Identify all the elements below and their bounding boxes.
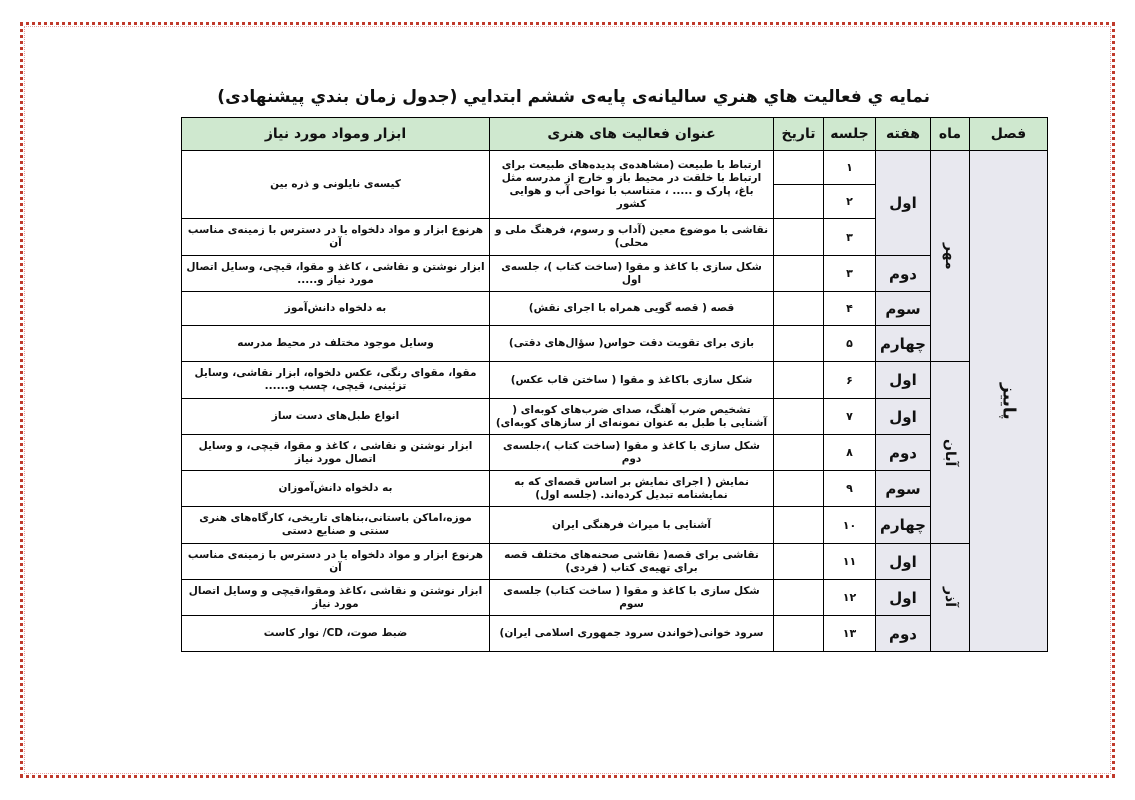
table-row bbox=[182, 616, 1048, 652]
session-cell: ۴ bbox=[824, 292, 876, 326]
session-cell: ۹ bbox=[824, 471, 876, 507]
week-cell: اول bbox=[876, 151, 931, 256]
date-cell bbox=[774, 471, 824, 507]
tools-cell: موزه،اماکن باستانی،بناهای تاریخی، کارگاه‌های هنری سنتی و صنایع دستی bbox=[182, 507, 490, 544]
header-season: فصل bbox=[970, 118, 1048, 151]
activity-cell: نمایش ( اجرای نمایش بر اساس قصه‌ای که به نمایشنامه تبدیل کرده‌اند. (جلسه اول) bbox=[490, 471, 774, 507]
season-cell: پاییز bbox=[970, 151, 1048, 652]
week-cell: دوم bbox=[876, 616, 931, 652]
date-cell bbox=[774, 219, 824, 256]
month-cell: آبان bbox=[931, 362, 970, 544]
tools-cell: مقوا، مقوای رنگی، عکس دلخواه، ابزار نقاشی، وسایل تزئینی، قیچی، چسب و...... bbox=[182, 362, 490, 399]
week-cell: اول bbox=[876, 544, 931, 580]
date-cell bbox=[774, 616, 824, 652]
header-tools: ابزار ومواد مورد نیاز bbox=[182, 118, 490, 151]
session-cell: ۵ bbox=[824, 326, 876, 362]
activity-cell: سرود خوانی(خواندن سرود جمهوری اسلامی ایران) bbox=[490, 616, 774, 652]
activity-cell: تشخیص ضرب آهنگ، صدای ضرب‌های کوبه‌ای ( آشنایی با طبل به عنوان نمونه‌ای از سازهای کوبه‌ای) bbox=[490, 399, 774, 435]
week-cell: سوم bbox=[876, 292, 931, 326]
activity-cell: نقاشی برای قصه( نقاشی صحنه‌های مختلف قصه برای تهیه‌ی کتاب ( فردی) bbox=[490, 544, 774, 580]
table-row bbox=[182, 362, 1048, 399]
week-cell: اول bbox=[876, 362, 931, 399]
week-cell: سوم bbox=[876, 471, 931, 507]
month-cell: مهر bbox=[931, 151, 970, 362]
tools-cell: وسایل موجود مختلف در محیط مدرسه bbox=[182, 326, 490, 362]
tools-cell: کیسه‌ی نایلونی و ذره بین bbox=[182, 151, 490, 219]
tools-cell: هرنوع ابزار و مواد دلخواه یا در دسترس با زمینه‌ی مناسب آن bbox=[182, 219, 490, 256]
date-cell bbox=[774, 507, 824, 544]
tools-cell: هرنوع ابزار و مواد دلخواه یا در دسترس با زمینه‌ی مناسب آن bbox=[182, 544, 490, 580]
tools-cell: به دلخواه دانش‌آموزان bbox=[182, 471, 490, 507]
session-cell: ۱۰ bbox=[824, 507, 876, 544]
header-month: ماه bbox=[931, 118, 970, 151]
tools-cell: ابزار نوشتن و نقاشی ، کاغذ و مقوا، قیچی، و وسایل اتصال مورد نیاز bbox=[182, 435, 490, 471]
activity-cell: شکل سازی با کاغذ و مقوا (ساخت کتاب )، جلسه‌ی اول bbox=[490, 256, 774, 292]
activity-cell: قصه ( قصه گویی همراه با اجرای نقش) bbox=[490, 292, 774, 326]
table-row bbox=[182, 544, 1048, 580]
activity-cell: شکل سازی با کاغذ و مقوا (ساخت کتاب )،جلسه‌ی دوم bbox=[490, 435, 774, 471]
table-row bbox=[182, 580, 1048, 616]
tools-cell: به دلخواه دانش‌آموز bbox=[182, 292, 490, 326]
week-cell: دوم bbox=[876, 256, 931, 292]
header-date: تاریخ bbox=[774, 118, 824, 151]
session-cell: ۱۲ bbox=[824, 580, 876, 616]
session-cell: ۷ bbox=[824, 399, 876, 435]
session-cell: ۱ bbox=[824, 151, 876, 185]
week-cell: اول bbox=[876, 399, 931, 435]
header-session: جلسه bbox=[824, 118, 876, 151]
tools-cell: انواع طبل‌های دست ساز bbox=[182, 399, 490, 435]
activity-cell: شکل سازی باکاغذ و مقوا ( ساختن قاب عکس) bbox=[490, 362, 774, 399]
header-week: هفته bbox=[876, 118, 931, 151]
activity-cell: نقاشی با موضوع معین (آداب و رسوم، فرهنگ ملی و محلی) bbox=[490, 219, 774, 256]
activity-cell: آشنایی با میراث فرهنگی ایران bbox=[490, 507, 774, 544]
table-row bbox=[182, 292, 1048, 326]
date-cell bbox=[774, 362, 824, 399]
header-activity: عنوان فعالیت های هنری bbox=[490, 118, 774, 151]
week-cell: چهارم bbox=[876, 507, 931, 544]
week-cell: دوم bbox=[876, 435, 931, 471]
activity-cell: شکل سازی با کاغذ و مقوا ( ساخت کتاب) جلسه‌ی سوم bbox=[490, 580, 774, 616]
date-cell bbox=[774, 151, 824, 185]
date-cell bbox=[774, 326, 824, 362]
table-row bbox=[182, 256, 1048, 292]
session-cell: ۲ bbox=[824, 185, 876, 219]
date-cell bbox=[774, 544, 824, 580]
date-cell bbox=[774, 399, 824, 435]
table-row bbox=[182, 471, 1048, 507]
table-row bbox=[182, 507, 1048, 544]
date-cell bbox=[774, 435, 824, 471]
table-row bbox=[182, 151, 1048, 185]
date-cell bbox=[774, 185, 824, 219]
table-row bbox=[182, 326, 1048, 362]
header-row bbox=[182, 118, 1048, 151]
table-row bbox=[182, 399, 1048, 435]
week-cell: اول bbox=[876, 580, 931, 616]
tools-cell: ضبط صوت، CD/ نوار کاست bbox=[182, 616, 490, 652]
tools-cell: ابزار نوشتن و نقاشی ،کاغذ ومقوا،قیچی و وسایل اتصال مورد نیاز bbox=[182, 580, 490, 616]
activity-cell: ارتباط با طبیعت (مشاهده‌ی پدیده‌های طبیعت برای ارتباط با خلقت در محیط باز و خارج از مدرسه مثل باغ، پارک و ..... ، متناسب با نواحی آب و هوایی کشور bbox=[490, 151, 774, 219]
session-cell: ۱۱ bbox=[824, 544, 876, 580]
schedule-table bbox=[181, 117, 1048, 652]
session-cell: ۱۳ bbox=[824, 616, 876, 652]
session-cell: ۳ bbox=[824, 256, 876, 292]
date-cell bbox=[774, 256, 824, 292]
page-title: نمايه ي فعاليت هاي هنري سالیانه‌ی پایه‌ی ششم ابتدايي (جدول زمان بندي پيشنهادی) bbox=[217, 87, 930, 107]
date-cell bbox=[774, 292, 824, 326]
tools-cell: ابزار نوشتن و نقاشی ، کاغذ و مقوا، قیچی، وسایل اتصال مورد نیاز و..... bbox=[182, 256, 490, 292]
session-cell: ۳ bbox=[824, 219, 876, 256]
month-cell: آذر bbox=[931, 544, 970, 652]
week-cell: چهارم bbox=[876, 326, 931, 362]
session-cell: ۶ bbox=[824, 362, 876, 399]
table-row bbox=[182, 435, 1048, 471]
date-cell bbox=[774, 580, 824, 616]
session-cell: ۸ bbox=[824, 435, 876, 471]
activity-cell: بازی برای تقویت دقت حواس( سؤال‌های دقتی) bbox=[490, 326, 774, 362]
